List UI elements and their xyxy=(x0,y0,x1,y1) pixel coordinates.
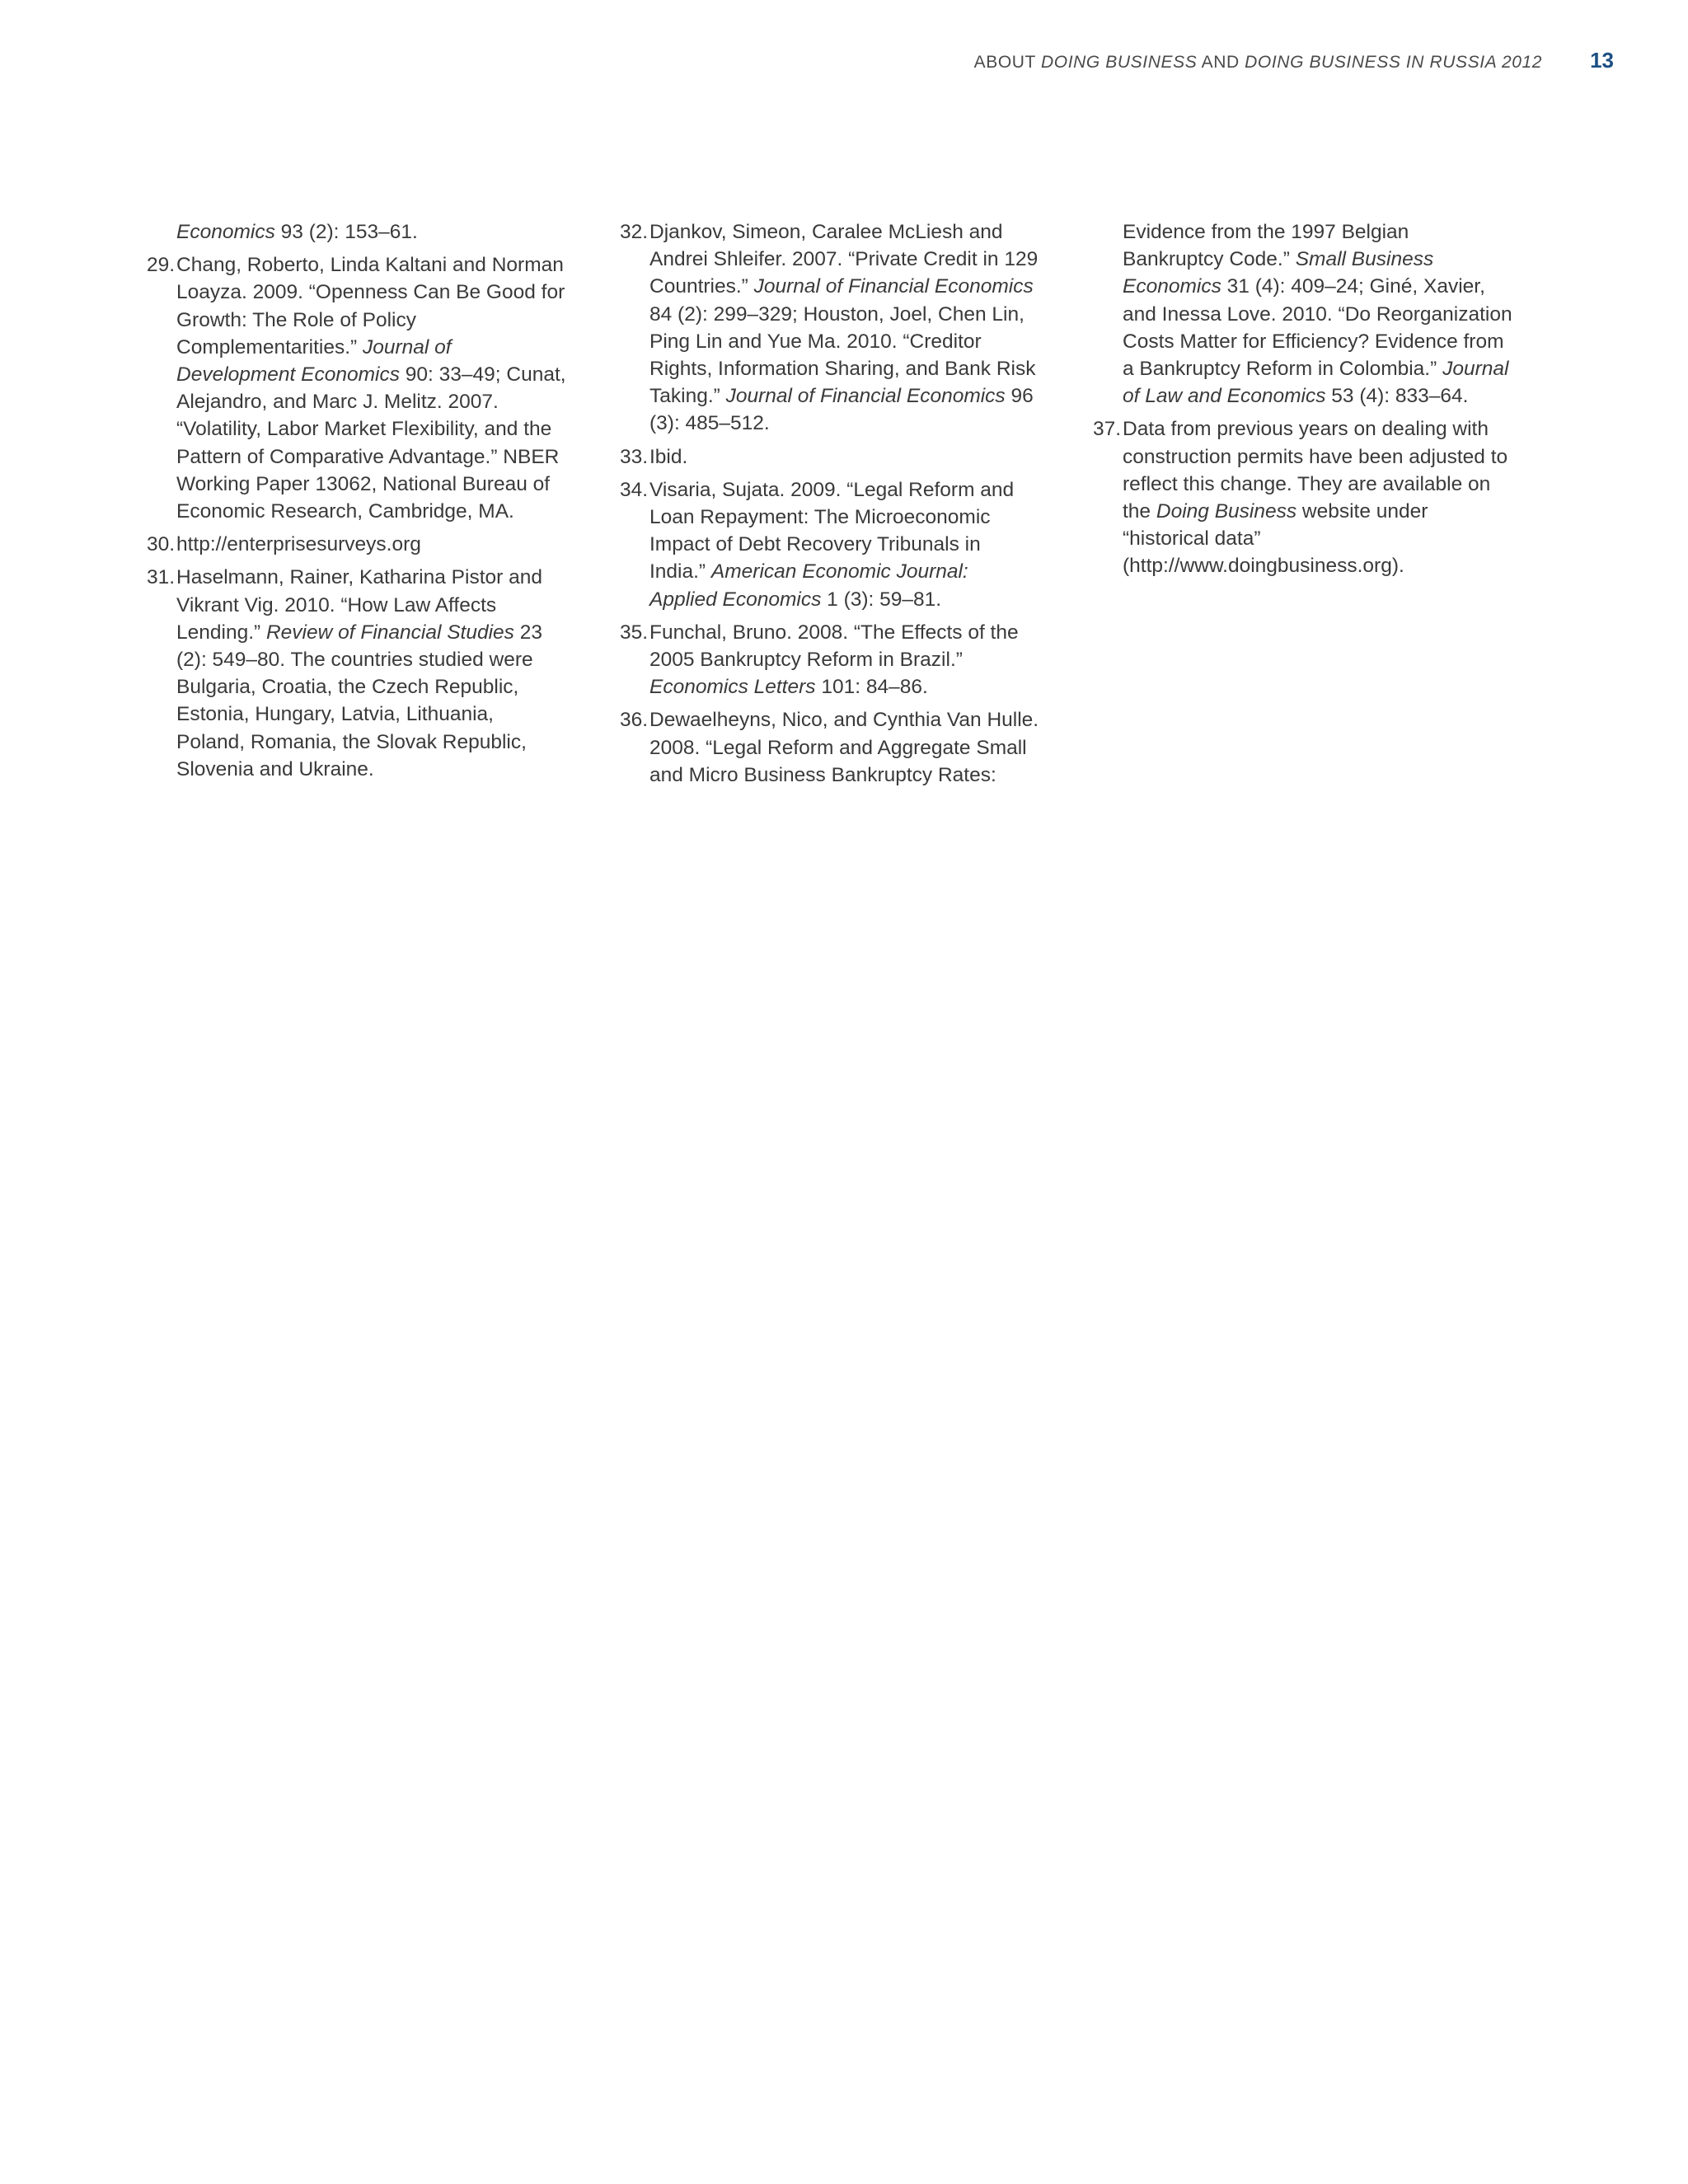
endnote-number: 31. xyxy=(147,566,176,589)
endnote-italic-segment: Review of Financial Studies xyxy=(265,621,514,644)
endnote xyxy=(1093,415,1513,579)
endnote xyxy=(620,443,1040,471)
page-number: 13 xyxy=(1590,48,1614,73)
endnote-text xyxy=(649,443,1040,471)
endnote-number: 32. xyxy=(620,221,649,243)
endnote-text xyxy=(176,251,567,525)
endnote-number: 34. xyxy=(620,478,649,501)
endnote-text-segment: Dewaelheyns, Nico, and Cynthia Van Hulle. 2008. “Legal Reform and Aggregate Small and Micro Business Bankruptcy Rates: xyxy=(649,709,1039,786)
endnote-italic-segment: Economics Letters xyxy=(649,676,816,699)
endnote-text-segment: 93 (2): 153–61. xyxy=(274,221,418,243)
endnote-text-segment: Evidence from the 1997 Belgian Bankruptcy Code.” xyxy=(1123,221,1409,271)
endnote-italic-segment: Small Business Economics xyxy=(1123,248,1434,298)
notes-column-2 xyxy=(620,218,1040,794)
endnote-italic-segment: Journal of Financial Economics xyxy=(753,275,1034,298)
endnote-text xyxy=(649,218,1040,438)
endnote-text xyxy=(649,706,1040,789)
endnote xyxy=(620,706,1040,789)
endnote-number: 29. xyxy=(147,254,176,277)
endnote-text-segment: Chang, Roberto, Linda Kaltani and Norman Loayza. 2009. “Openness Can Be Good for Growth: The Role of Policy Complementarities.” xyxy=(176,254,565,359)
endnote-number: 33. xyxy=(620,445,649,468)
endnote-text-segment: Data from previous years on dealing with construction permits have been adjusted to reflect this change. They are available on the xyxy=(1123,418,1508,523)
endnote-text-segment: 1 (3): 59–81. xyxy=(821,588,942,611)
endnote-text-segment: Funchal, Bruno. 2008. “The Effects of the 2005 Bankruptcy Reform in Brazil.” xyxy=(649,621,1019,672)
endnote-number: 30. xyxy=(147,533,176,556)
endnote-number: 35. xyxy=(620,621,649,644)
endnote-text xyxy=(176,531,567,558)
endnote xyxy=(147,531,567,558)
endnote-italic-segment: Journal of Law and Economics xyxy=(1123,358,1509,408)
endnote xyxy=(147,564,567,783)
notes-column-1 xyxy=(147,218,567,794)
endnote xyxy=(147,251,567,525)
endnote xyxy=(620,619,1040,701)
endnotes xyxy=(147,218,1531,794)
endnote xyxy=(620,218,1040,438)
header-title-part: DOING BUSINESS xyxy=(1041,53,1198,72)
endnote-text-segment: 23 (2): 549–80. The countries studied were Bulgaria, Croatia, the Czech Republic, Estonia, Hungary, Latvia, Lithuania, Poland, Romania, the Slovak Republic, Slovenia and Ukraine. xyxy=(176,621,542,780)
endnote-italic-segment: Journal of Development Economics xyxy=(176,335,452,387)
endnote-italic-segment: American Economic Journal: Applied Economics xyxy=(649,560,968,611)
endnote-text-segment: 84 (2): 299–329; Houston, Joel, Chen Lin, Ping Lin and Yue Ma. 2010. “Creditor Rights, Information Sharing, and Bank Risk Taking.” xyxy=(649,302,1036,408)
running-header-title xyxy=(974,53,1542,73)
header-title-part: DOING BUSINESS IN RUSSIA 2012 xyxy=(1245,53,1543,72)
endnote-number: 36. xyxy=(620,709,649,732)
endnote-italic-segment: Doing Business xyxy=(1156,500,1297,523)
endnote-text-segment: 53 (4): 833–64. xyxy=(1325,385,1469,408)
endnote-italic-segment: Journal of Financial Economics xyxy=(725,385,1006,408)
notes-column-3 xyxy=(1093,218,1513,794)
endnote-text xyxy=(1123,218,1513,410)
endnote-text-segment: Djankov, Simeon, Caralee McLiesh and Andrei Shleifer. 2007. “Private Credit in 129 Countries.” xyxy=(649,221,1039,298)
endnote-text-segment: 101: 84–86. xyxy=(815,676,928,699)
endnote-text-segment: Ibid. xyxy=(649,445,688,468)
endnote xyxy=(620,476,1040,613)
endnote-continuation xyxy=(1093,218,1513,410)
endnote-text-segment: http://enterprisesurveys.org xyxy=(176,533,421,556)
endnote-continuation xyxy=(147,218,567,246)
endnote-text xyxy=(649,476,1040,613)
endnote-text-segment: 31 (4): 409–24; Giné, Xavier, and Inessa Love. 2010. “Do Reorganization Costs Matter for Efficiency? Evidence from a Bankruptcy Reform in Colombia.” xyxy=(1123,275,1512,381)
endnote-text xyxy=(176,218,567,246)
running-header xyxy=(974,48,1614,73)
endnote-text-segment: website under “historical data” (http://www.doingbusiness.org). xyxy=(1123,500,1428,578)
endnote-text xyxy=(1123,415,1513,579)
endnote-number: 37. xyxy=(1093,418,1122,441)
endnote-italic-segment: Economics xyxy=(176,221,275,243)
endnote-text-segment: 90: 33–49; Cunat, Alejandro, and Marc J. Melitz. 2007. “Volatility, Labor Market Flexibility, and the Pattern of Comparative Advantage.” NBER Working Paper 13062, National Bureau of Economic Research, Cambridge, MA. xyxy=(176,363,566,523)
endnote-text xyxy=(176,564,567,783)
endnote-text-segment: Haselmann, Rainer, Katharina Pistor and Vikrant Vig. 2010. “How Law Affects Lending.” xyxy=(176,566,542,644)
endnote-text xyxy=(649,619,1040,701)
endnote-text-segment: 96 (3): 485–512. xyxy=(649,385,1034,435)
header-title-part: ABOUT xyxy=(973,53,1042,72)
endnote-text-segment: Visaria, Sujata. 2009. “Legal Reform and Loan Repayment: The Microeconomic Impact of Debt Recovery Tribunals in India.” xyxy=(649,478,1015,583)
header-title-part: AND xyxy=(1197,53,1245,72)
